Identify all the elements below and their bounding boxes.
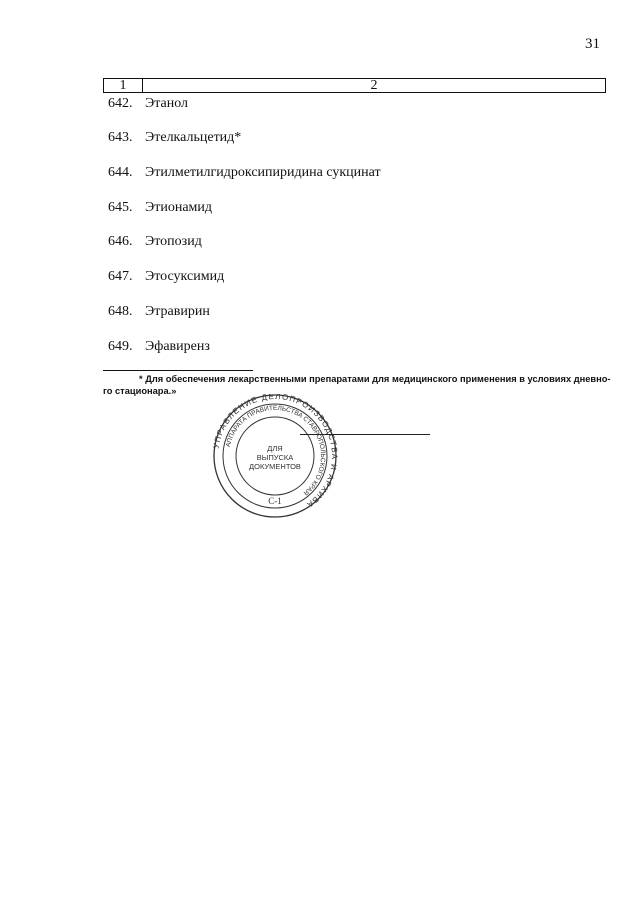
list-item bbox=[108, 269, 224, 285]
signature-line bbox=[300, 434, 430, 435]
list-item bbox=[108, 96, 188, 112]
item-name: Этосуксимид bbox=[145, 269, 225, 284]
item-number: 642. bbox=[108, 96, 133, 111]
table-header-row bbox=[103, 78, 606, 93]
item-name: Этионамид bbox=[145, 200, 213, 215]
item-number: 649. bbox=[108, 339, 133, 354]
official-stamp bbox=[210, 394, 340, 519]
stamp-code: С-1 bbox=[268, 496, 282, 506]
item-number: 645. bbox=[108, 200, 133, 215]
stamp-center-line-2: ВЫПУСКА bbox=[256, 453, 294, 462]
item-number: 648. bbox=[108, 304, 133, 319]
item-number: 646. bbox=[108, 234, 133, 249]
stamp-outer-text: УПРАВЛЕНИЕ ДЕЛОПРОИЗВОДСТВА И АРХИВА bbox=[211, 394, 340, 510]
footnote bbox=[103, 373, 611, 397]
footnote-divider bbox=[103, 370, 253, 371]
item-name: Этилметилгидроксипиридина сукцинат bbox=[145, 165, 381, 180]
list-item bbox=[108, 304, 210, 320]
stamp-seal bbox=[210, 394, 340, 519]
item-name: Этравирин bbox=[145, 304, 210, 319]
stamp-center-line-1: ДЛЯ bbox=[267, 444, 283, 453]
list-item bbox=[108, 130, 241, 146]
item-name: Этанол bbox=[145, 96, 189, 111]
item-number: 647. bbox=[108, 269, 133, 284]
stamp-inner-text: АППАРАТА ПРАВИТЕЛЬСТВА СТАВРОПОЛЬСКОГО КРАЯ bbox=[224, 404, 327, 497]
item-name: Этелкальцетид* bbox=[145, 130, 242, 145]
table-header-col-1: 1 bbox=[104, 79, 143, 92]
list-item bbox=[108, 339, 210, 355]
page-number: 31 bbox=[585, 36, 600, 52]
table-header-col-2: 2 bbox=[370, 78, 378, 93]
item-number: 643. bbox=[108, 130, 133, 145]
list-item bbox=[108, 234, 202, 250]
list-item bbox=[108, 165, 381, 181]
footnote-line-2: го стационара.» bbox=[103, 386, 177, 396]
item-name: Эфавиренз bbox=[145, 339, 210, 354]
item-number: 644. bbox=[108, 165, 133, 180]
list-item bbox=[108, 200, 212, 216]
item-name: Этопозид bbox=[145, 234, 202, 249]
footnote-line-1: * Для обеспечения лекарственными препаратами для медицинского применения в условиях дневно- bbox=[139, 374, 611, 384]
stamp-center-line-3: ДОКУМЕНТОВ bbox=[249, 462, 301, 471]
